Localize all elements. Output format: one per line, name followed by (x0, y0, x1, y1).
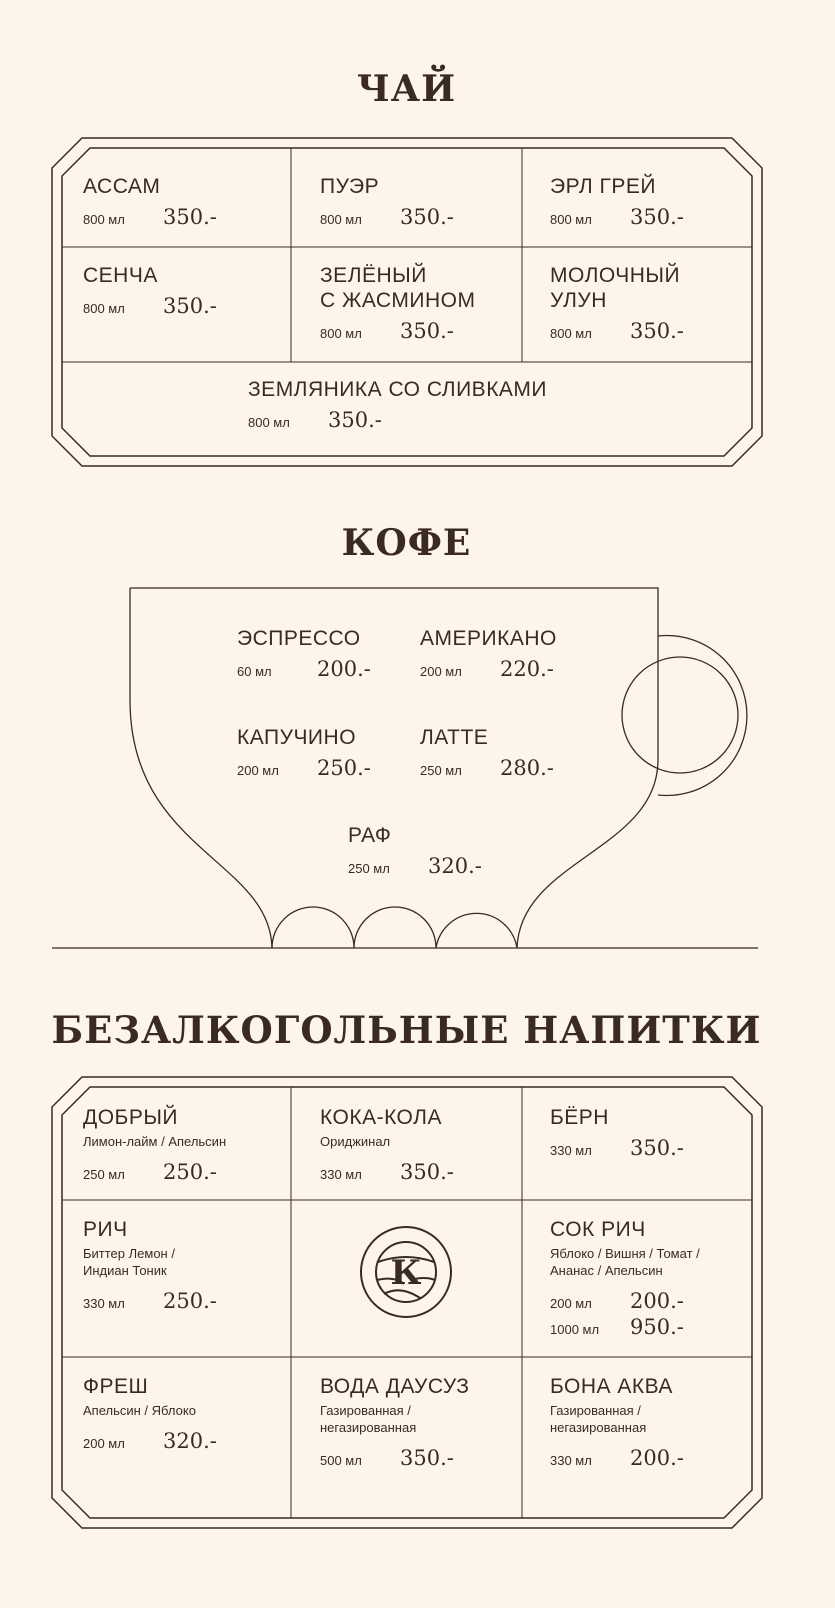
menu-item (83, 1217, 217, 1313)
item-volume: 250 мл (348, 861, 390, 876)
item-volume: 500 мл (320, 1453, 362, 1468)
price-row (320, 319, 475, 343)
menu-item (248, 377, 547, 432)
item-description: Биттер Лемон / (83, 1246, 175, 1261)
item-name: АССАМ (83, 175, 161, 198)
coffee-heading: КОФЕ (341, 522, 472, 564)
item-name: ЗЕЛЁНЫЙ (320, 264, 427, 287)
menu-item (550, 1374, 684, 1470)
price-row (550, 1136, 684, 1160)
item-description-line2: Ананас / Апельсин (550, 1263, 663, 1278)
item-name: БОНА АКВА (550, 1375, 673, 1398)
menu-item (420, 725, 554, 780)
item-description-line2: Индиан Тоник (83, 1263, 167, 1278)
item-price: 200.- (630, 1289, 684, 1313)
item-name: РИЧ (83, 1218, 128, 1241)
menu-item (320, 1105, 454, 1184)
menu-item (83, 174, 217, 229)
item-volume: 800 мл (550, 212, 592, 227)
item-volume: 330 мл (550, 1143, 592, 1158)
item-name: КАПУЧИНО (237, 726, 357, 749)
item-volume: 60 мл (237, 664, 272, 679)
price-row (420, 756, 554, 780)
menu-item (550, 263, 684, 343)
item-name: ПУЭР (320, 175, 380, 198)
item-volume: 200 мл (83, 1436, 125, 1451)
item-price: 320.- (163, 1429, 217, 1453)
item-description: Газированная / (320, 1403, 411, 1418)
item-price: 350.- (400, 1446, 454, 1470)
item-price: 350.- (400, 1160, 454, 1184)
item-name: ЭРЛ ГРЕЙ (550, 175, 657, 198)
menu-item (320, 1374, 469, 1470)
item-volume: 250 мл (420, 763, 462, 778)
item-volume: 800 мл (320, 212, 362, 227)
item-price: 250.- (163, 1289, 217, 1313)
menu-item (320, 263, 475, 343)
item-description: Яблоко / Вишня / Томат / (550, 1246, 700, 1261)
item-price: 350.- (163, 205, 217, 229)
item-price: 350.- (630, 205, 684, 229)
item-price: 250.- (163, 1160, 217, 1184)
item-name: БЁРН (550, 1106, 609, 1129)
menu-item (237, 725, 371, 780)
item-price: 350.- (630, 1136, 684, 1160)
item-price: 350.- (400, 319, 454, 343)
menu-item (320, 174, 454, 229)
price-row (237, 756, 371, 780)
price-row (348, 854, 482, 878)
price-row (320, 1160, 454, 1184)
price-row (83, 1289, 217, 1313)
item-description: Ориджинал (320, 1134, 391, 1149)
item-price: 280.- (500, 756, 554, 780)
price-row (320, 1446, 469, 1470)
soft-drinks-heading: БЕЗАЛКОГОЛЬНЫЕ НАПИТКИ (51, 1008, 762, 1052)
item-name: ВОДА ДАУСУЗ (320, 1375, 470, 1398)
item-volume: 800 мл (83, 212, 125, 227)
price-row (248, 408, 547, 432)
price-row (550, 205, 684, 229)
item-price: 200.- (317, 657, 371, 681)
item-name: МОЛОЧНЫЙ (550, 264, 681, 287)
item-name: РАФ (348, 824, 392, 847)
item-price: 220.- (500, 657, 554, 681)
price-row (237, 657, 371, 681)
item-name: СЕНЧА (83, 264, 158, 287)
item-description: Апельсин / Яблоко (83, 1403, 196, 1418)
price-row (83, 1160, 226, 1184)
item-price: 250.- (317, 756, 371, 780)
menu-item (550, 1217, 700, 1339)
item-name-line2: УЛУН (550, 289, 607, 312)
item-price: 350.- (400, 205, 454, 229)
item-volume: 800 мл (248, 415, 290, 430)
item-description: Лимон-лайм / Апельсин (83, 1134, 227, 1149)
menu-item (83, 1105, 226, 1184)
item-volume: 1000 мл (550, 1322, 600, 1337)
item-volume: 330 мл (320, 1167, 362, 1182)
price-row (83, 294, 217, 318)
item-volume: 330 мл (83, 1296, 125, 1311)
item-volume: 800 мл (320, 326, 362, 341)
price-row (550, 1289, 700, 1313)
item-name: АМЕРИКАНО (420, 627, 557, 650)
item-description-line2: негазированная (550, 1420, 647, 1435)
item-name-line2: С ЖАСМИНОМ (320, 289, 476, 312)
svg-text:К: К (390, 1253, 422, 1293)
item-name: ЭСПРЕССО (237, 627, 361, 650)
item-volume: 200 мл (420, 664, 462, 679)
menu-item (550, 1105, 684, 1160)
tea-heading: ЧАЙ (356, 68, 457, 110)
price-row (320, 205, 454, 229)
item-volume: 250 мл (83, 1167, 125, 1182)
price-row (550, 319, 684, 343)
item-volume: 200 мл (237, 763, 279, 778)
menu-item (348, 823, 482, 878)
price-row (83, 205, 217, 229)
price-row-2 (550, 1315, 700, 1339)
item-name: ДОБРЫЙ (83, 1106, 179, 1129)
item-name: ФРЕШ (83, 1375, 149, 1398)
menu-item (237, 626, 371, 681)
item-price: 350.- (328, 408, 382, 432)
item-volume: 330 мл (550, 1453, 592, 1468)
price-row (550, 1446, 684, 1470)
item-name: КОКА-КОЛА (320, 1106, 442, 1129)
item-price: 350.- (163, 294, 217, 318)
menu-item (83, 1374, 217, 1453)
item-name: ЗЕМЛЯНИКА СО СЛИВКАМИ (248, 378, 548, 401)
item-price: 950.- (630, 1315, 684, 1339)
item-name: СОК РИЧ (550, 1218, 646, 1241)
item-volume: 800 мл (550, 326, 592, 341)
menu-item (550, 174, 684, 229)
menu-item (420, 626, 557, 681)
price-row (420, 657, 557, 681)
price-row (83, 1429, 217, 1453)
item-price: 320.- (428, 854, 482, 878)
item-description-line2: негазированная (320, 1420, 417, 1435)
item-volume: 200 мл (550, 1296, 592, 1311)
item-volume: 800 мл (83, 301, 125, 316)
item-name: ЛАТТЕ (420, 726, 489, 749)
item-description: Газированная / (550, 1403, 641, 1418)
item-price: 350.- (630, 319, 684, 343)
menu-item (83, 263, 217, 318)
item-price: 200.- (630, 1446, 684, 1470)
